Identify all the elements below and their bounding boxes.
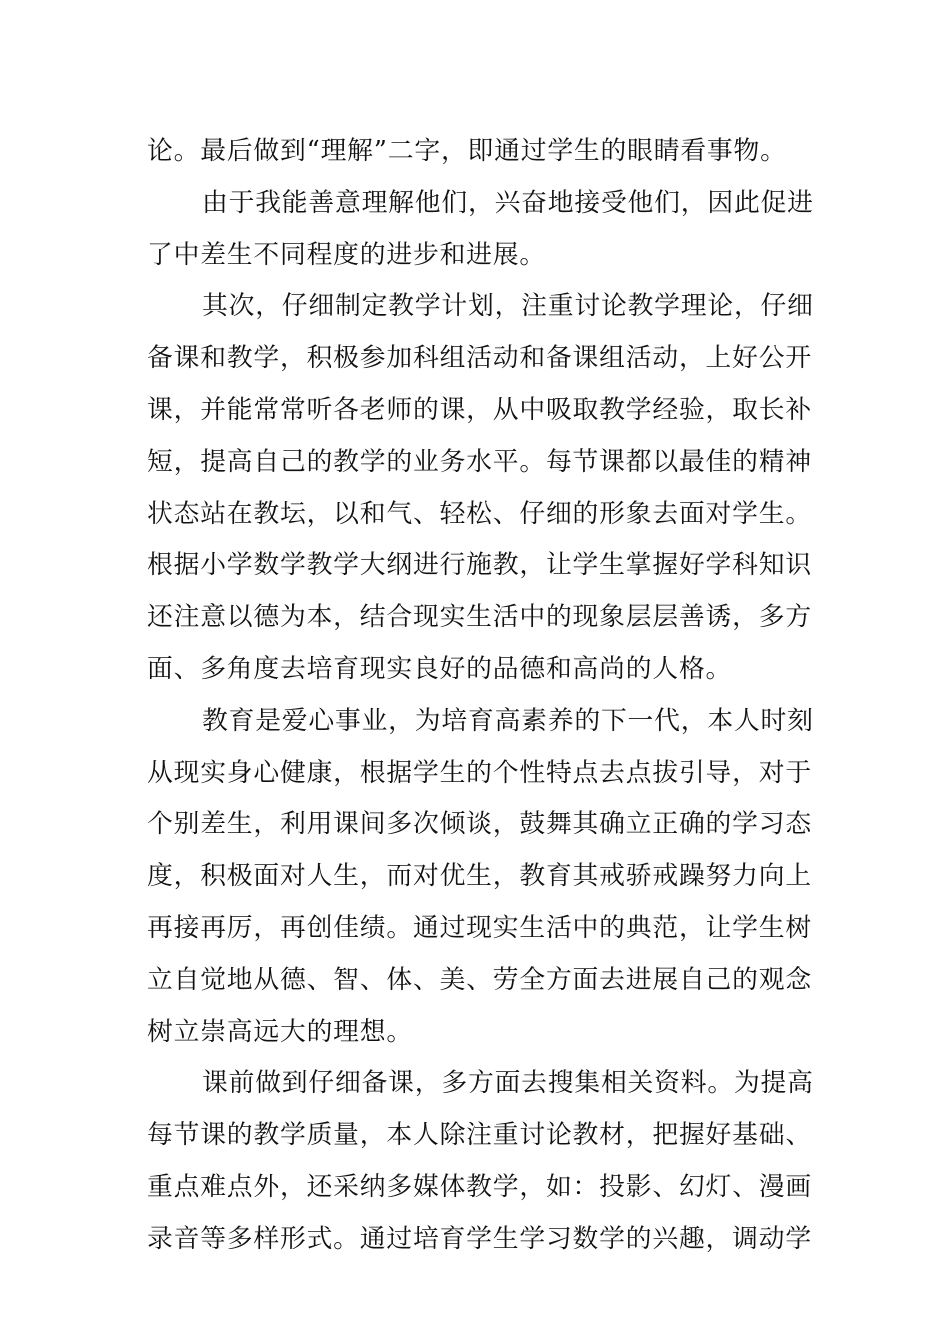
text-line: 重点难点外，还采纳多媒体教学，如：投影、幻灯、漫画 (147, 1171, 812, 1202)
text-line: 从现实身心健康，根据学生的个性特点去点拔引导，对于 (147, 757, 812, 788)
text-line: 由于我能善意理解他们，兴奋地接受他们，因此促进 (202, 187, 814, 218)
text-line: 再接再厉，再创佳绩。通过现实生活中的典范，让学生树 (147, 912, 812, 943)
text-line: 备课和教学，积极参加科组活动和备课组活动，上好公开 (147, 343, 812, 374)
text-line: 短，提高自己的教学的业务水平。每节课都以最佳的精神 (147, 446, 812, 477)
text-line: 立自觉地从德、智、体、美、劳全方面去进展自己的观念 (147, 964, 812, 995)
text-line: 面、多角度去培育现实良好的品德和高尚的人格。 (147, 653, 733, 684)
text-line: 状态站在教坛，以和气、轻松、仔细的形象去面对学生。 (147, 498, 812, 529)
text-line: 其次，仔细制定教学计划，注重讨论教学理论，仔细 (202, 291, 814, 322)
text-line: 每节课的教学质量，本人除注重讨论教材，把握好基础、 (147, 1120, 812, 1151)
text-line: 根据小学数学教学大纲进行施教，让学生掌握好学科知识 (147, 550, 812, 581)
text-line: 还注意以德为本，结合现实生活中的现象层层善诱，多方 (147, 602, 812, 633)
text-line: 了中差生不同程度的进步和进展。 (147, 239, 546, 270)
text-line: 教育是爱心事业，为培育高素养的下一代，本人时刻 (202, 705, 814, 736)
text-line: 课，并能常常听各老师的课，从中吸取教学经验，取长补 (147, 394, 812, 425)
text-line: 录音等多样形式。通过培育学生学习数学的兴趣，调动学 (147, 1223, 812, 1254)
text-line: 度，积极面对人生，而对优生，教育其戒骄戒躁努力向上 (147, 861, 812, 892)
text-line: 个别差生，利用课间多次倾谈，鼓舞其确立正确的学习态 (147, 809, 812, 840)
text-line: 论。最后做到“理解”二字，即通过学生的眼睛看事物。 (147, 136, 787, 166)
body-text (147, 126, 814, 1266)
text-line: 课前做到仔细备课，多方面去搜集相关资料。为提高 (202, 1068, 814, 1099)
text-line: 树立崇高远大的理想。 (147, 1016, 413, 1047)
